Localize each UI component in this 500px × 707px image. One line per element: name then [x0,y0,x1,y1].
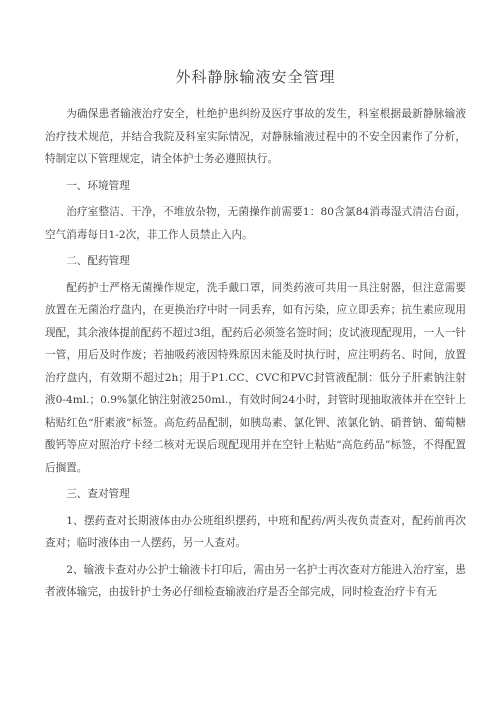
checking-paragraph-2: 2、输液卡查对办公护士输液卡打印后，需由另一名护士再次查对方能进入治疗室，患者液体输完，由拔针护士务必仔细检查输液治疗是否全部完成，同时检查治疗卡有无 [45,563,466,598]
checking-paragraph-1: 1、摆药查对长期液体由办公班组织摆药，中班和配药/两头夜负责查对，配药前再次查对；临时液体由一人摆药，另一人查对。 [45,514,466,549]
section-heading-dispensing: 二、配药管理 [66,255,130,267]
environment-paragraph: 治疗室整洁、干净，不堆放杂物，无菌操作前需要1：80含氯84消毒湿式清洁台面，空气消毒每日1-2次，非工作人员禁止入内。 [45,206,466,241]
section-heading-checking: 三、查对管理 [66,488,130,500]
dispensing-paragraph: 配药护士严格无菌操作规定，洗手戴口罩，同类药液可共用一具注射器，但注意需要放置在无菌治疗盘内，在更换治疗中时一同丢弃，如有污染，应立即丢弃；抗生素应现用现配，其余液体提前配药不超过3组，配药后必须签名签时间；皮试液现配现用，一人一针一管，用后及时作废；若抽吸药液因特殊原因未能及时执行时，应注明药名、时间，放置治疗盘内，有效期不超过2h；用于P1.CC、CVC和PVC封管液配制：低分子肝素钠注射液0-4ml.；0.9%氯化钠注射液250ml.，有效时间24小时，封管时现抽取液体并在空针上粘贴红色“肝素液”标签。高危药品配制，如胰岛素、氯化钾、浓氯化钠、硝普钠、葡萄糖酸钙等应对照治疗卡经二核对无误后现配现用并在空针上粘贴“高危药品”标签，不得配置后搁置。 [45,281,466,474]
section-heading-environment: 一、环境管理 [66,179,130,192]
intro-paragraph: 为确保患者输液治疗安全，杜绝护患纠纷及医疗事故的发生，科室根据最新静脉输液治疗技术规范，并结合我院及科室实际情况，对静脉输液过程中的不安全因素作了分析，特制定以下管理规定，请全体护士务必遵照执行。 [45,108,466,165]
document-title: 外科静脉输液安全管理 [175,68,336,86]
